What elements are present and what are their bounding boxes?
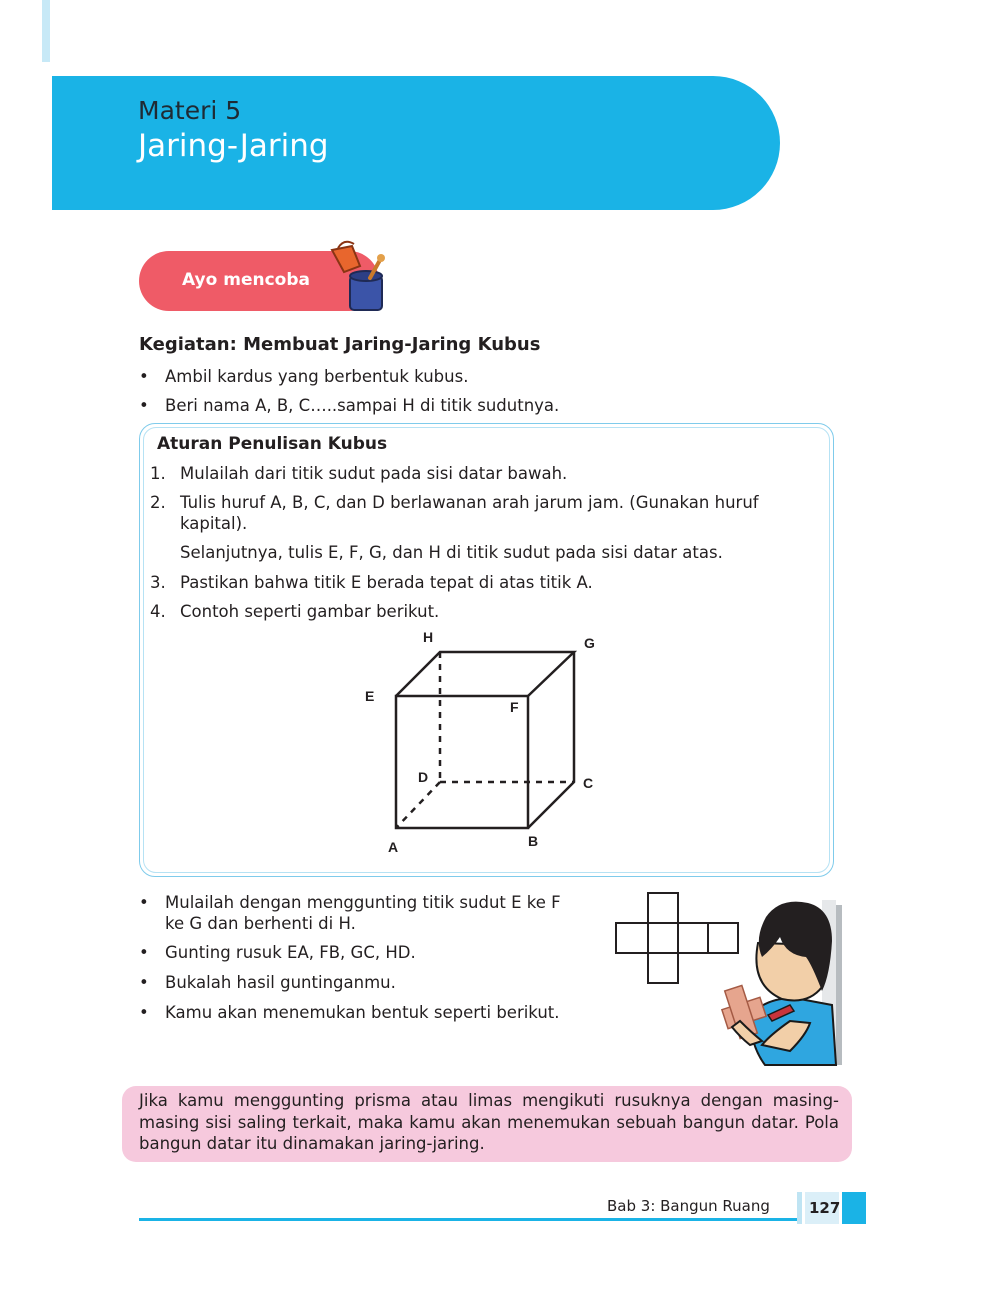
cube-label-a: A	[388, 839, 399, 855]
page-title: Jaring-Jaring	[138, 128, 329, 164]
cube-hidden-edge-da	[396, 782, 440, 828]
cube-label-f: F	[510, 699, 519, 715]
materi-number: Materi 5	[138, 96, 242, 125]
list-item: • Kamu akan menemukan bentuk seperti berikut.	[139, 1003, 560, 1022]
rule-item-wrap: kapital).	[180, 514, 248, 533]
page-tab-edge	[797, 1192, 802, 1224]
cube-label-c: C	[583, 775, 594, 791]
cube-diagram	[340, 620, 610, 860]
list-item: • Beri nama A, B, C…..sampai H di titik sudutnya.	[139, 396, 560, 415]
rule-item: 2. Tulis huruf A, B, C, dan D berlawanan arah jarum jam. (Gunakan huruf	[150, 493, 759, 512]
cube-label-h: H	[423, 629, 434, 645]
cube-label-d: D	[418, 769, 429, 785]
footer-chapter: Bab 3: Bangun Ruang	[607, 1197, 770, 1215]
list-item: • Gunting rusuk EA, FB, GC, HD.	[139, 943, 416, 962]
cube-label-g: G	[584, 635, 595, 651]
rule-item: 4. Contoh seperti gambar berikut.	[150, 602, 440, 621]
footer-rule	[139, 1218, 799, 1221]
list-item-wrap: ke G dan berhenti di H.	[165, 914, 356, 933]
list-item: • Bukalah hasil guntinganmu.	[139, 973, 396, 992]
definition-text: Jika kamu menggunting prisma atau limas mengikuti rusuknya dengan masing-masing sisi saling terkait, maka kamu akan menemukan sebuah bangun datar. Pola bangun datar itu dinamakan jaring-jaring.	[139, 1091, 839, 1153]
page-number: 127	[809, 1199, 841, 1217]
watering-can-icon	[330, 238, 390, 318]
page-tab	[842, 1192, 866, 1224]
cube-top-edges	[396, 652, 574, 696]
rule-item: 1. Mulailah dari titik sudut pada sisi datar bawah.	[150, 464, 568, 483]
cube-label-e: E	[365, 688, 375, 704]
rule-continuation: Selanjutnya, tulis E, F, G, dan H di titik sudut pada sisi datar atas.	[180, 543, 723, 562]
ayo-mencoba-label: Ayo mencoba	[182, 270, 310, 290]
boy-cutting-illustration	[710, 895, 850, 1070]
list-item: • Mulailah dengan menggunting titik sudut E ke F	[139, 893, 561, 912]
rules-title: Aturan Penulisan Kubus	[157, 434, 388, 454]
cube-front-face	[396, 696, 528, 828]
activity-title: Kegiatan: Membuat Jaring-Jaring Kubus	[139, 334, 541, 355]
list-item: • Ambil kardus yang berbentuk kubus.	[139, 367, 469, 386]
cube-right-edges	[528, 652, 574, 828]
cube-label-b: B	[528, 833, 539, 849]
top-decor-bar	[42, 0, 50, 62]
rule-item: 3. Pastikan bahwa titik E berada tepat di atas titik A.	[150, 573, 593, 592]
